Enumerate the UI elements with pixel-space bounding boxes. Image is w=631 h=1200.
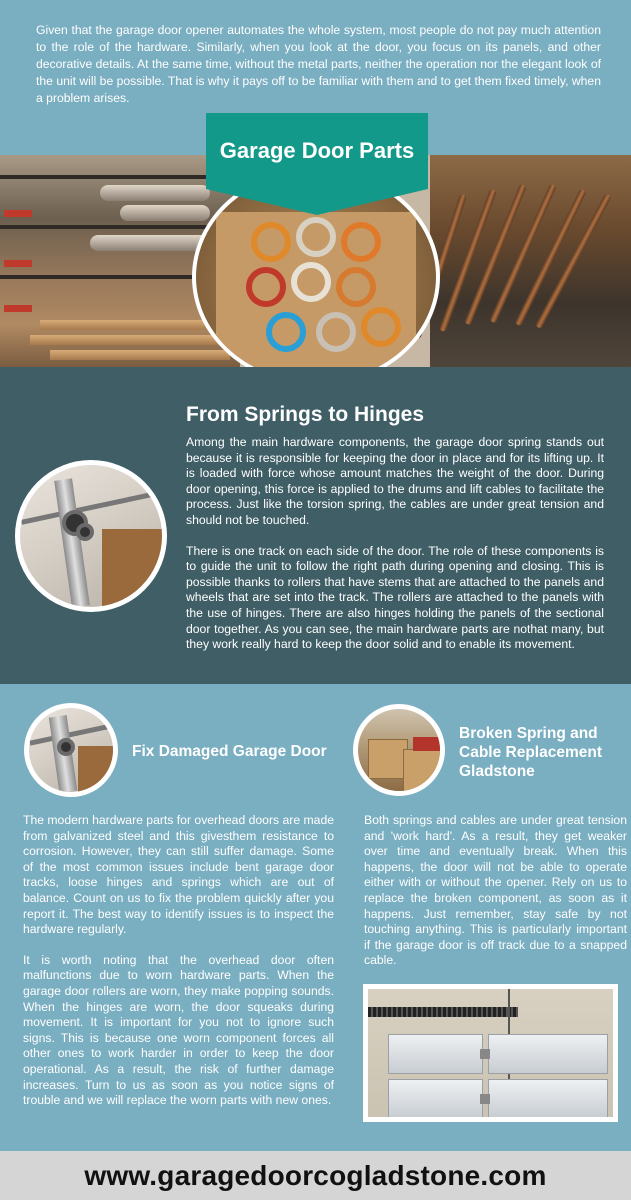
fix-damaged-door-heading: Fix Damaged Garage Door (132, 743, 327, 760)
banner-point (206, 189, 428, 215)
spring-cable-heading-line-3: Gladstone (459, 763, 535, 780)
spring-cable-text (364, 813, 627, 969)
footer-bar (0, 1151, 631, 1200)
springs-hinges-text (186, 435, 604, 653)
fix-damaged-door-text (23, 813, 334, 1109)
spring-cable-paragraph: Both springs and cables are under great tension and 'work hard'. As a result, they get weaker over time and eventually break. When this happens, the door will not be able to operate either with or without the opener. Rely on us to replace the broken component, as soon as it happens. Just remember, stay safe by not touching anything. This is particularly important if the garage door is off track due to a snapped cable. (364, 813, 627, 968)
track-roller-circle-photo (15, 460, 167, 612)
intro-text: Given that the garage door opener automates the whole system, most people do not pay much attention to the role of the hardware. Similarly, when you look at the door, you focus on its panels, and other decorative details. At the same time, without the metal parts, neither the operation nor the elegant look of the unit will be possible. That is why it pays off to be familiar with them and to get them fixed timely, when a problem arises. (36, 23, 601, 105)
spring-cable-heading-line-2: Cable Replacement (459, 744, 602, 761)
page-title-banner (206, 113, 428, 189)
spring-cable-heading (459, 724, 602, 781)
page-title: Garage Door Parts (219, 138, 415, 163)
worn-parts-paragraph: It is worth noting that the overhead door often malfunctions due to worn hardware parts. When the garage door rollers are worn, they make popping sounds. When the hinges are worn, the door squeaks during movement. It is important for you not to ignore such signs. This is because one worn component forces all other ones to work harder in order to keep the door operational. As a result, the risk of further damage increases. Turn to us as soon as you notice signs of trouble and we will replace the worn parts with new ones. (23, 952, 334, 1108)
spring-replacement-circle-photo (353, 704, 445, 796)
website-url[interactable]: www.garagedoorcogladstone.com (84, 1159, 547, 1191)
tracks-paragraph: There is one track on each side of the door. The role of these components is to guide the unit to follow the right path during opening and closing. This is possible thanks to rollers that have stems that are attached to the panels and wheels that are set into the track. The rollers are attached to the panels with the use of hinges. There are also hinges holding the panels of the sectional door together. As you can see, the main hardware parts are nothat many, but they work really hard to keep the door solid and to enable its movement. (186, 543, 604, 652)
fix-door-circle-photo (24, 703, 118, 797)
springs-paragraph: Among the main hardware components, the garage door spring stands out because it is responsible for keeping the door in place and for its lifting up. It is loaded with force whose amount matches the weight of the door. During door opening, this force is applied to the drums and lift cables to facilitate the process. Just like the torsion spring, the cables are under great tension and should not be touched. (186, 435, 604, 527)
spring-cable-heading-line-1: Broken Spring and (459, 725, 598, 742)
garage-door-spring-photo (363, 984, 618, 1122)
section-heading-springs-hinges: From Springs to Hinges (186, 403, 425, 426)
torsion-bars-photo (430, 155, 631, 367)
hardware-materials-paragraph: The modern hardware parts for overhead doors are made from galvanized steel and this givesthem resistance to corrosion. However, they can still suffer damage. Some of the most common issues include bent garage door tracks, loose hinges and springs which are out of balance. Count on us to fix the problem quickly after you report it. The best way to identify issues is to inspect the hardware regularly. (23, 813, 334, 937)
